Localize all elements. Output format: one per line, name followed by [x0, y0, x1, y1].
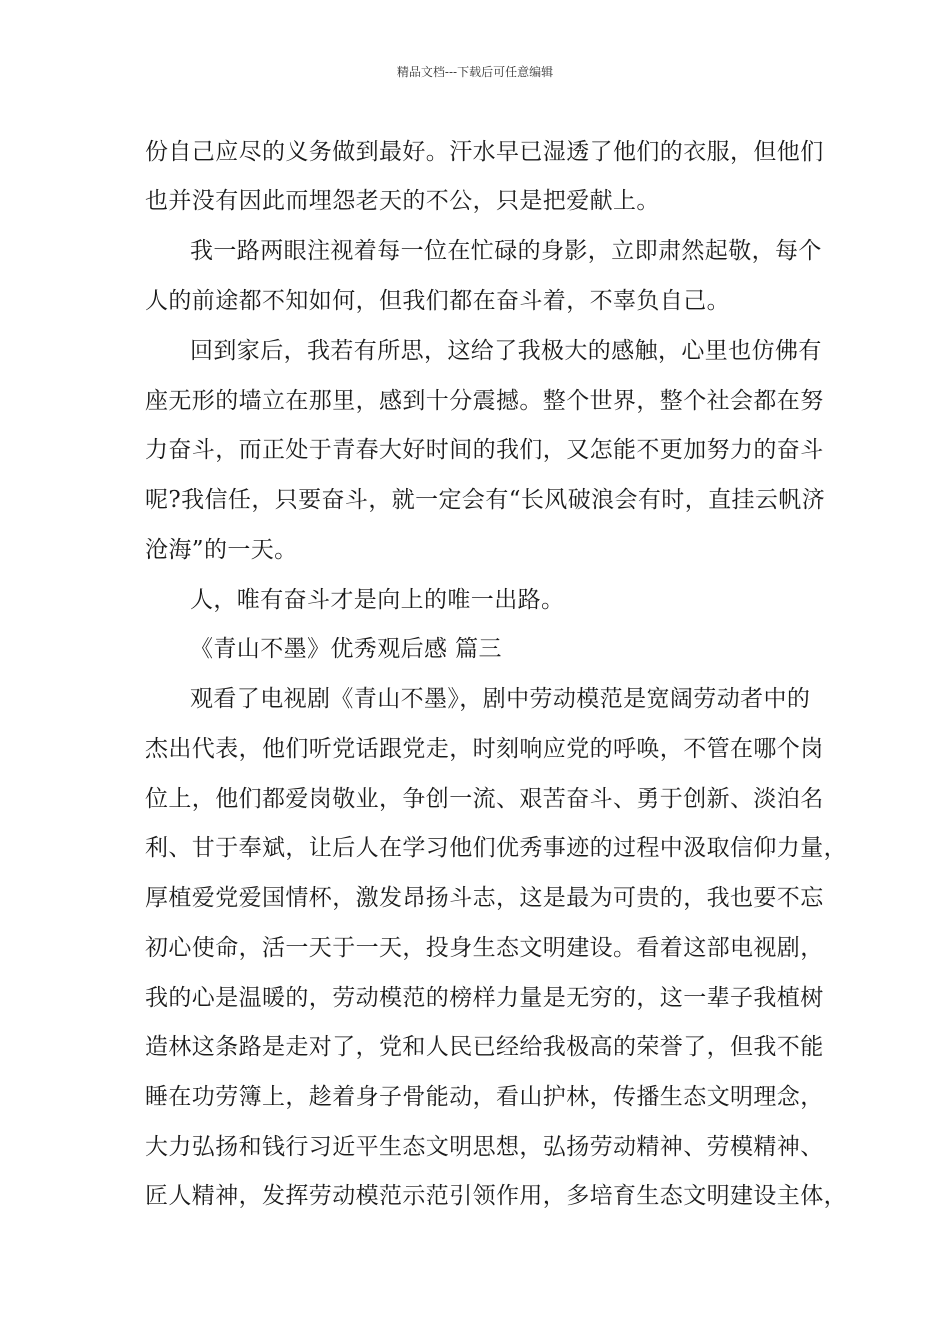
text-line-20: 睡在功劳簿上，趁着身子骨能动，看山护林，传播生态文明理念， — [145, 1084, 824, 1110]
text-line-6: 座无形的墙立在那里，感到十分震撼。整个世界，整个社会都在努 — [145, 388, 824, 414]
text-line-22: 匠人精神，发挥劳动模范示范引领作用，多培育生态文明建设主体， — [145, 1183, 847, 1209]
text-line-15: 利、甘于奉斌，让后人在学习他们优秀事迹的过程中汲取信仰力量， — [145, 835, 847, 861]
text-line-21: 大力弘扬和钱行习近平生态文明思想，弘扬劳动精神、劳模精神、 — [145, 1134, 824, 1160]
text-line-17: 初心使命，活一天于一天，投身生态文明建设。看着这部电视剧， — [145, 935, 824, 961]
text-line-7: 力奋斗，而正处于青春大好时间的我们，又怎能不更加努力的奋斗 — [145, 437, 824, 463]
text-line-2: 也并没有因此而埋怨老天的不公，只是把爱献上。 — [145, 188, 660, 214]
text-line-10: 人，唯有奋斗才是向上的唯一出路。 — [190, 587, 565, 613]
text-line-5: 回到家后，我若有所思，这给了我极大的感触，心里也仿佛有 — [190, 338, 822, 364]
text-line-3: 我一路两眼注视着每一位在忙碌的身影，立即肃然起敬，每个 — [190, 238, 822, 264]
text-line-14: 位上，他们都爱岗敬业，争创一流、艰苦奋斗、勇于创新、淡泊名 — [145, 786, 824, 812]
page-header: 精品文档---下载后可任意编辑 — [396, 65, 554, 79]
text-line-8: 呢?我信任，只要奋斗，就一定会有“长风破浪会有时，直挂云帆济 — [145, 487, 826, 513]
text-line-18: 我的心是温暖的，劳动模范的榜样力量是无穷的，这一辈子我植树 — [145, 985, 824, 1011]
text-line-13: 杰出代表，他们听党话跟党走，时刻响应党的呼唤，不管在哪个岗 — [145, 736, 824, 762]
text-line-1: 份自己应尽的义务做到最好。汗水早已湿透了他们的衣服，但他们 — [145, 139, 824, 165]
text-line-19: 造林这条路是走对了，党和人民已经给我极高的荣誉了，但我不能 — [145, 1034, 824, 1060]
text-line-9: 沧海”的一天。 — [145, 537, 298, 563]
text-line-16: 厚植爱党爱国情杯，激发昂扬斗志，这是最为可贵的，我也要不忘 — [145, 885, 824, 911]
text-line-4: 人的前途都不知如何，但我们都在奋斗着，不辜负自己。 — [145, 288, 730, 314]
text-line-12: 观看了电视剧《青山不墨》，剧中劳动模范是宽阔劳动者中的 — [190, 686, 811, 712]
section-heading: 《青山不墨》优秀观后感 篇三 — [190, 636, 502, 662]
